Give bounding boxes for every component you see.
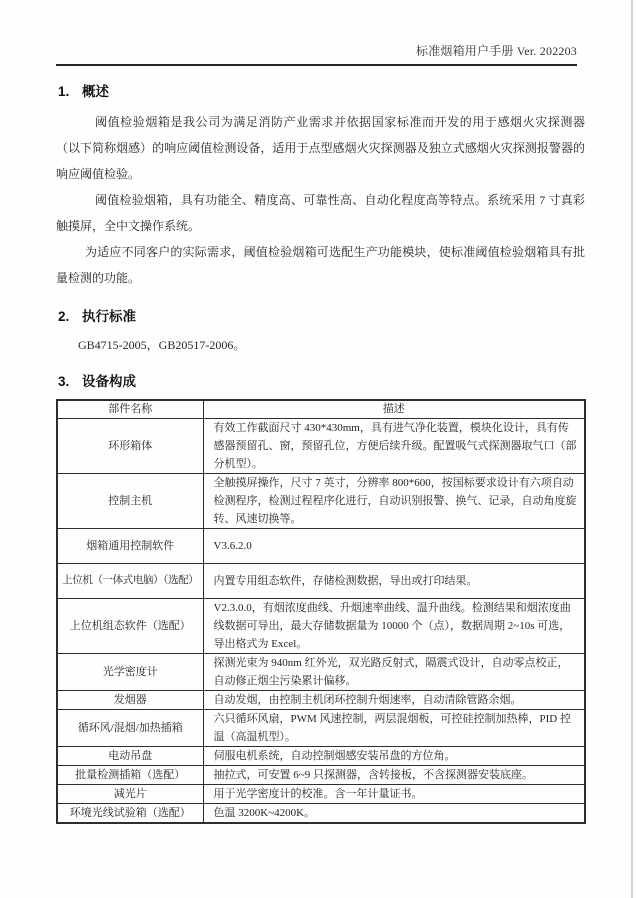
part-name: 上位机组态软件（选配） [57,599,203,654]
part-description: 全触摸屏操作，尺寸 7 英寸，分辨率 800*600，按国标要求设计有六项自动检测程序，检测过程程序化进行，自动识别报警、换气、记录，自动角度旋转、风速切换等。 [203,474,585,529]
page-content [56,42,585,824]
table-row [57,804,585,824]
table-row [57,785,585,804]
standards-text: GB4715-2005，GB20517-2006。 [78,338,246,352]
section-number: 3. [58,374,70,389]
part-description: 抽拉式，可安置 6~9 只探测器，含转接板，不含探测器安装底座。 [203,766,585,785]
part-description: 色温 3200K~4200K。 [203,804,585,824]
section-heading-standards [58,305,585,325]
part-name: 上位机（一体式电脑）（选配） [57,564,203,599]
part-description: 自动发烟，由控制主机闭环控制升烟速率，自动清除管路余烟。 [203,691,585,710]
section-title: 设备构成 [82,374,136,389]
table-row [57,691,585,710]
part-description: 用于光学密度计的校准。含一年计量证书。 [203,785,585,804]
table-row [57,599,585,654]
part-name: 环形箱体 [57,419,203,474]
part-name: 电动吊盘 [57,747,203,766]
part-description: V2.3.0.0，有烟浓度曲线、升烟速率曲线、温升曲线。检测结果和烟浓度曲线数据可导出，最大存储数据量为 10000 个（点），数据周期 2~10s 可选，导出格式为 Excel。 [203,599,585,654]
part-description: 伺服电机系统，自动控制烟感安装吊盘的方位角。 [203,747,585,766]
part-description: 探测光束为 940nm 红外光，双光路反射式，隔震式设计，自动零点校正，自动修正烟尘污染累计偏移。 [203,654,585,691]
part-name: 环境光线试验箱（选配） [57,804,203,824]
table-row [57,529,585,564]
part-description: 有效工作截面尺寸 430*430mm，具有进气净化装置，模块化设计，具有传感器预留孔、窗，预留孔位，方便后续升级。配置吸气式探测器取气口（部分机型）。 [203,419,585,474]
table-row [57,654,585,691]
table-row [57,474,585,529]
part-name: 减光片 [57,785,203,804]
section-title: 概述 [82,84,109,99]
part-name: 控制主机 [57,474,203,529]
column-header-part-name: 部件名称 [57,400,203,419]
table-row [57,766,585,785]
part-description: 六只循环风扇，PWM 风速控制，两层混烟板，可控硅控制加热棒，PID 控温（高温机型）。 [203,710,585,747]
part-description: V3.6.2.0 [203,529,585,564]
section-number: 2. [58,309,70,324]
table-row [57,747,585,766]
section-heading-equipment [58,370,585,390]
table-row [57,710,585,747]
part-name: 发烟器 [57,691,203,710]
table-row [57,419,585,474]
part-name: 批量检测插箱（选配） [57,766,203,785]
section-heading-overview [58,80,585,100]
part-name: 烟箱通用控制软件 [57,529,203,564]
running-header-title: 标准烟箱用户手册 Ver. 202203 [56,42,577,66]
section-number: 1. [58,84,70,99]
part-description: 内置专用组态软件，存储检测数据，导出或打印结果。 [203,564,585,599]
equipment-table [56,399,586,824]
overview-paragraph-2: 阈值检验烟箱，具有功能全、精度高、可靠性高、自动化程度高等特点。系统采用 7 寸真彩触摸屏，全中文操作系统。 [56,193,585,233]
overview-paragraph-1: 阈值检验烟箱是我公司为满足消防产业需求并依据国家标准而开发的用于感烟火灾探测器（以下简称烟感）的响应阈值检测设备，适用于点型感烟火灾探测器及独立式感烟火灾探测报警器的响应阈值检验。 [56,115,585,181]
column-header-description: 描述 [203,400,585,419]
part-name: 循环风/混烟/加热插箱 [57,710,203,747]
section-title: 执行标准 [82,309,136,324]
table-row [57,564,585,599]
table-header-row [57,400,585,419]
page-edge-line [631,0,633,898]
part-name: 光学密度计 [57,654,203,691]
overview-paragraph-3: 为适应不同客户的实际需求，阈值检验烟箱可选配生产功能模块，使标准阈值检验烟箱具有批量检测的功能。 [56,245,585,285]
